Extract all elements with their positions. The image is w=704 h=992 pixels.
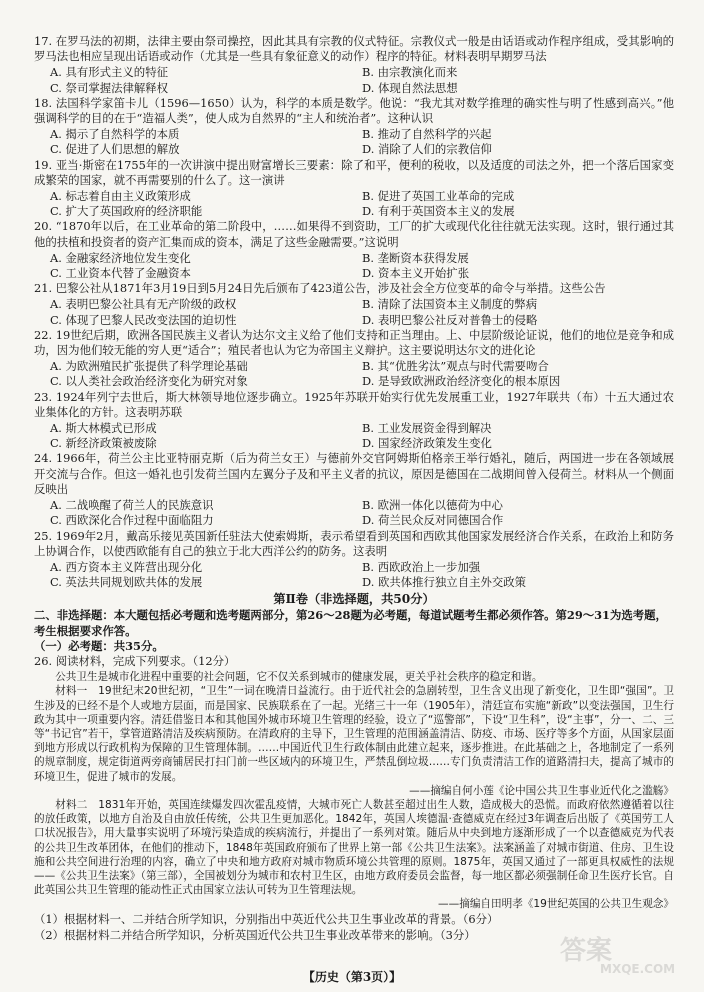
options <box>34 560 674 590</box>
options <box>34 421 674 451</box>
options <box>34 498 674 528</box>
option-c: C. 工业资本代替了金融资本 <box>50 266 191 281</box>
option-a: A. 表明巴黎公社具有无产阶级的政权 <box>50 297 237 312</box>
option-d: D. 欧共体推行独立自主外交政策 <box>362 575 527 590</box>
option-b: B. 由宗教演化而来 <box>362 65 458 80</box>
option-b: B. 推动了自然科学的兴起 <box>362 127 492 142</box>
option-c: C. 西欧深化合作过程中面临阻力 <box>50 513 214 528</box>
option-a: A. 揭示了自然科学的本质 <box>50 127 180 142</box>
option-d: D. 有利于英国资本主义的发展 <box>362 204 515 219</box>
option-d: D. 消除了人们的宗教信仰 <box>362 142 492 157</box>
page-footer: 【历史（第3页）】 <box>302 970 402 984</box>
question-17 <box>34 34 674 96</box>
question-stem: 25. 1969年2月，戴高乐接见英国新任驻法大使索姆斯，表示希望看到英国和西欧其他国家发展经济合作关系，在政治上和防务上协调合作，以使西欧能有自己的独立于北大西洋公约的防务。这表明 <box>34 528 674 558</box>
question-stem: 24. 1966年，荷兰公主比亚特丽克斯（后为荷兰女王）与德前外交官阿姆斯伯格亲王举行婚礼，随后，两国进一步在各领域展开交流与合作。但这一婚礼也引发荷兰国内左翼分子及和平主义者的抗议，原因是德国在二战期间曾入侵荷兰。材料从一个侧面反映出 <box>34 451 674 496</box>
question-stem: 17. 在罗马法的初期，法律主要由祭司操控，因此其具有宗教的仪式特征。宗教仪式一般是由话语或动作程序组成，受其影响的罗马法也相应呈现出话语或动作（尤其是一些具有象征意义的动作）程序的特征。材料表明早期罗马法 <box>34 34 674 64</box>
option-b: B. 工业发展资金得到解决 <box>362 421 492 436</box>
question-stem: 21. 巴黎公社从1871年3月19日到5月24日先后颁布了423道公告，涉及社会全方位变革的命令与举措。这些公告 <box>34 281 606 296</box>
option-c: C. 体现了巴黎人民改变法国的迫切性 <box>50 312 237 327</box>
option-b: B. 促进了英国工业革命的完成 <box>362 189 515 204</box>
option-d: D. 荷兰民众反对同德国合作 <box>362 513 504 528</box>
part-two-instructions: 二、非选择题：本大题包括必考题和选考题两部分，第26～28题为必考题，每道试题考生都必须作答。第29～31为选考题，考生根据要求作答。 <box>34 608 667 638</box>
part-two-title: 第Ⅱ卷（非选择题，共50分） <box>273 592 435 607</box>
requirement-1: （1）根据材料一、二并结合所学知识，分别指出中英近代公共卫生事业改革的背景。（6分） <box>34 911 499 926</box>
material-two: 材料二 1831年开始，英国连续爆发四次霍乱疫情，大城市死亡人数甚至超过出生人数，造成极大的恐慌。而政府依然遵循着以往的放任政策，以地方自治及自由放任传统，公共卫生更加恶化。1842年，英国人埃德温·查德威克在经过3年调查后出版了《英国劳工人口状况报告》，用大量事实说明了环境污染造成的疾病流行，并提出了一系列对策。随后从中央到地方逐渐形成了一个以查德威克为代表的公共卫生改革团体，在他们的推动下，1848年英国政府颁布了世界上第一部《公共卫生法案》。法案涵盖了对城市街道、住房、卫生设施和公共空间进行治理的内容，确立了中央和地方政府对城市物质环境公共管理的原则。1875年，英国又通过了一部更具权威性的法规——《公共卫生法案》（第三部），全国被划分为城市和农村卫生区，由地方政府委员会监督，每一地区都必须强制任命卫生医疗长官。自此英国公共卫生管理的能动性正式由国家立法认可转为卫生管理法规。 <box>34 798 674 897</box>
option-d: D. 资本主义开始扩张 <box>362 266 470 281</box>
question-21 <box>34 281 674 328</box>
question-20 <box>34 219 674 281</box>
question-19 <box>34 158 674 220</box>
part-two <box>34 591 674 943</box>
question-stem: 19. 亚当·斯密在1755年的一次讲演中提出财富增长三要素：除了和平，便利的税收，以及适度的司法之外，把一个落后国家变成繁荣的国家，就不再需要别的什么了。这一演讲 <box>34 157 674 187</box>
option-a: A. 二战唤醒了荷兰人的民族意识 <box>50 498 214 513</box>
question-stem: 20. “1870年以后，在工业革命的第二阶段中，……如果得不到资助，工厂的扩大或现代化往往就无法实现。这时，银行通过其他的扶植和投资者的资产汇集而成的资本，满足了这些金融需要。”这说明 <box>34 219 674 249</box>
option-c: C. 新经济政策被废除 <box>50 436 157 451</box>
option-b: B. 垄断资本获得发展 <box>362 250 469 265</box>
option-a: A. 标志着自由主义政策形成 <box>50 189 191 204</box>
options <box>34 65 674 95</box>
requirement-2: （2）根据材料二并结合所学知识，分析英国近代公共卫生事业改革带来的影响。（3分） <box>34 927 476 942</box>
exam-page <box>34 34 674 964</box>
options <box>34 251 674 281</box>
option-d: D. 是导致欧洲政治经济变化的根本原因 <box>362 374 561 389</box>
question-25 <box>34 529 674 591</box>
option-a: A. 为欧洲殖民扩张提供了科学理论基础 <box>50 359 248 374</box>
question-stem: 23. 1924年列宁去世后，斯大林领导地位逐步确立。1925年苏联开始实行优先发展重工业，1927年联共（布）十五大通过农业集体化的方针。这表明苏联 <box>34 389 674 419</box>
option-d: D. 国家经济政策发生变化 <box>362 436 492 451</box>
option-d: D. 体现自然法思想 <box>362 80 458 95</box>
material-one-source: ——摘编自何小莲《论中国公共卫生事业近代化之滥觞》 <box>409 784 674 797</box>
option-a: A. 金融家经济地位发生变化 <box>50 250 191 265</box>
material-two-source: ——摘编自田明孝《19世纪英国的公共卫生观念》 <box>438 898 674 911</box>
question-23 <box>34 390 674 452</box>
option-a: A. 斯大林模式已形成 <box>50 421 157 436</box>
question-26-stem: 26. 阅读材料，完成下列要求。（12分） <box>34 653 236 668</box>
option-c: C. 以人类社会政治经济变化为研究对象 <box>50 374 248 389</box>
question-22 <box>34 328 674 390</box>
options <box>34 359 674 389</box>
option-b: B. 其“优胜劣汰”观点与时代需要吻合 <box>362 359 549 374</box>
watermark-answer: 答案 <box>560 936 613 966</box>
option-a: A. 西方资本主义阵营出现分化 <box>50 559 203 574</box>
material-lead: 公共卫生是城市化进程中重要的社会问题，它不仅关系到城市的健康发展，更关乎社会秩序的稳定和谐。 <box>55 671 543 684</box>
watermark-site: MXQE.COM <box>600 962 676 976</box>
option-d: D. 表明巴黎公社反对普鲁士的侵略 <box>362 312 538 327</box>
question-18 <box>34 96 674 158</box>
required-section-heading: （一）必考题：共35分。 <box>34 638 164 653</box>
options <box>34 297 674 327</box>
option-a: A. 具有形式主义的特征 <box>50 65 168 80</box>
material-one: 材料一 19世纪末20世纪初，“卫生”一词在晚清日益流行。由于近代社会的急剧转型，卫生含义出现了新变化，卫生即“强国”。卫生涉及的已经不是个人或地方层面，而是国家、民族联系在了一起。光绪三十一年（1905年），清廷宣布实施“新政”以变法强国，卫生行政为其中一项重要内容。清廷借鉴日本和其他国外城市环境卫生管理的经验，设立了“巡警部”，下设“卫生科”，设“主事”，分一、二、三等“书记官”若干，掌管道路清洁及疾病预防。在清政府的主导下，卫生管理的范围涵盖清洁、防疫、市场、医疗等多个方面，从国家层面到地方形成以行政机构为保障的卫生管理体制。……中国近代卫生行政体制由此建立起来，逐步推进。在此基础之上，各地制定了一系列的规章制度，规定街道两旁商铺居民打扫门前一些区域内的环境卫生，严禁乱倒垃圾……专门负责清洁工作的道路清扫夫，提高了城市的环境卫生，促进了城市的发展。 <box>34 685 674 783</box>
options <box>34 127 674 157</box>
option-b: B. 清除了法国资本主义制度的弊病 <box>362 297 538 312</box>
question-24 <box>34 451 674 528</box>
option-b: B. 欧洲一体化以德荷为中心 <box>362 498 503 513</box>
question-stem: 22. 19世纪后期，欧洲各国民族主义者认为达尔文主义给了他们支持和正当理由。上、中层阶级论证说，他们的地位是竞争和成功，因为他们较无能的穷人更“适合”；殖民者也认为它为帝国主义辩护。这主要说明达尔文的进化论 <box>34 327 674 358</box>
option-c: C. 祭司掌握法律解释权 <box>50 80 169 95</box>
question-stem: 18. 法国科学家笛卡儿（1596—1650）认为，科学的本质是数学。他说：“我尤其对数学推理的确实性与明了性感到高兴。”他强调科学的目的在于“造福人类”，使人成为自然界的“主人和统治者”。这种认识 <box>34 95 674 126</box>
option-c: C. 扩大了英国政府的经济职能 <box>50 204 203 219</box>
option-b: B. 西欧政治上一步加强 <box>362 559 481 574</box>
option-c: C. 促进了人们思想的解放 <box>50 142 180 157</box>
options <box>34 189 674 219</box>
option-c: C. 英法共同规划欧共体的发展 <box>50 575 203 590</box>
